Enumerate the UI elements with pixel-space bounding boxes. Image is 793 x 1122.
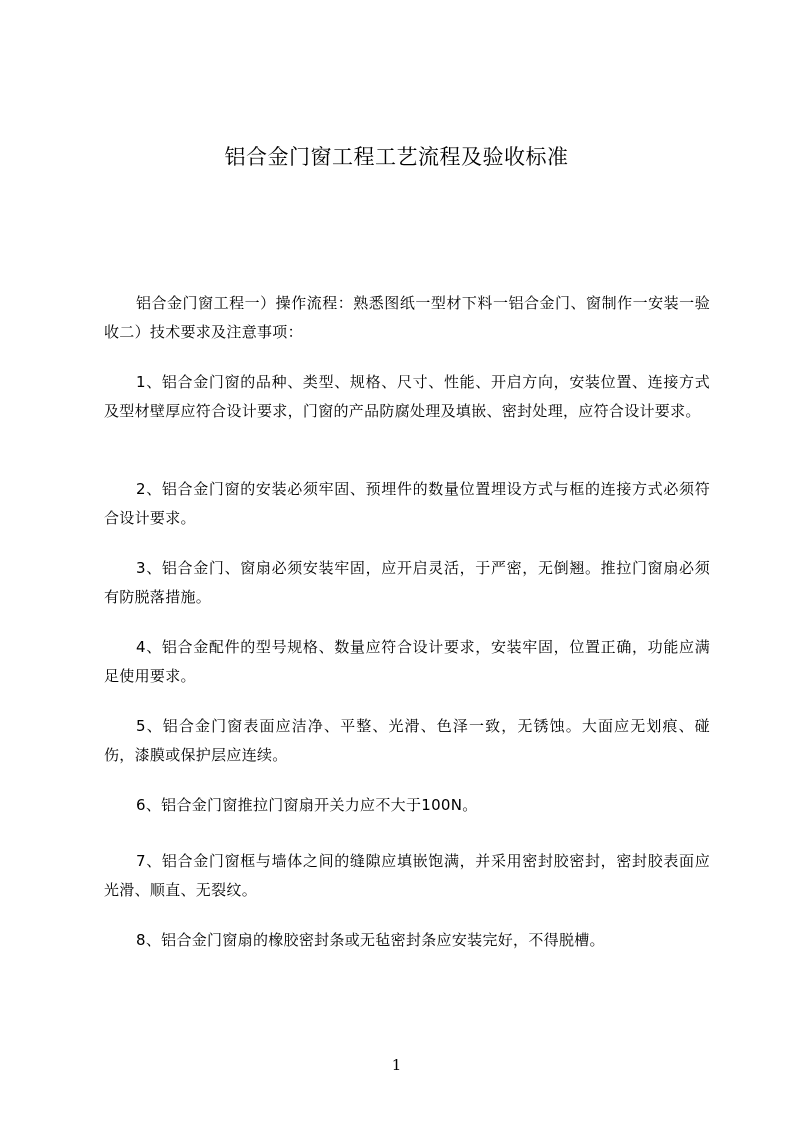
paragraph-item-7: 7、铝合金门窗框与墙体之间的缝隙应填嵌饱满，并采用密封胶密封，密封胶表面应光滑、顺直、无裂纹。 — [104, 852, 710, 899]
paragraph-item-5: 5、铝合金门窗表面应洁净、平整、光滑、色泽一致，无锈蚀。大面应无划痕、碰伤，漆膜或保护层应连续。 — [104, 717, 710, 764]
paragraph-item-8: 8、铝合金门窗扇的橡胶密封条或无毡密封条应安装完好，不得脱槽。 — [136, 931, 605, 949]
paragraph-item-3: 3、铝合金门、窗扇必须安装牢固，应开启灵活，于严密，无倒翘。推拉门窗扇必须有防脱落措施。 — [104, 559, 710, 606]
paragraph-item-1: 1、铝合金门窗的品种、类型、规格、尺寸、性能、开启方向，安装位置、连接方式及型材壁厚应符合设计要求，门窗的产品防腐处理及填嵌、密封处理，应符合设计要求。 — [104, 373, 710, 420]
paragraph-intro: 铝合金门窗工程一）操作流程：熟悉图纸一型材下料一铝合金门、窗制作一安装一验收二）技术要求及注意事项： — [104, 294, 710, 341]
paragraph-item-4: 4、铝合金配件的型号规格、数量应符合设计要求，安装牢固，位置正确，功能应满足使用要求。 — [104, 638, 710, 685]
document-title: 铝合金门窗工程工艺流程及验收标准 — [224, 145, 569, 169]
page-number: 1 — [391, 1056, 402, 1074]
paragraph-item-6: 6、铝合金门窗推拉门窗扇开关力应不大于100N。 — [136, 796, 478, 814]
paragraph-item-2: 2、铝合金门窗的安装必须牢固、预埋件的数量位置埋设方式与框的连接方式必须符合设计要求。 — [104, 480, 710, 527]
